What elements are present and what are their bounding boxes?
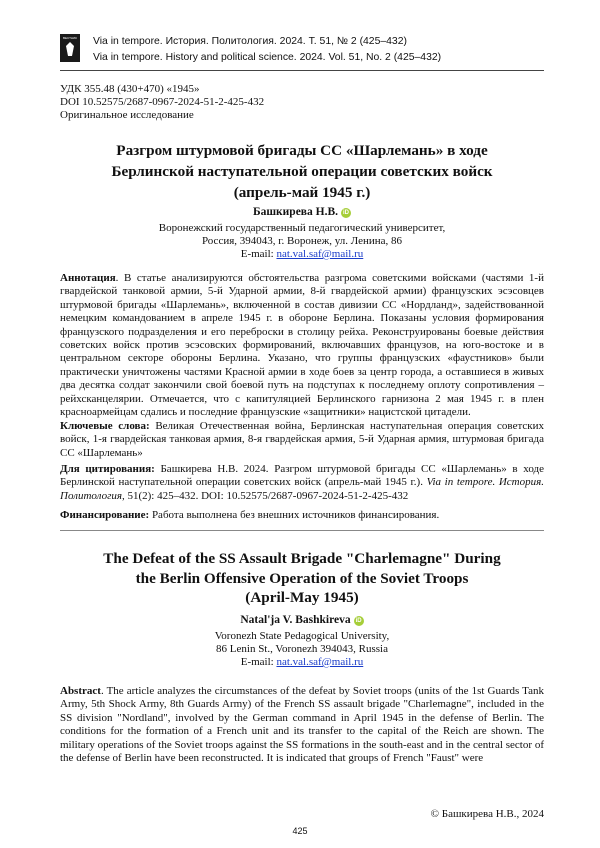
citation-ru: [60, 463, 544, 503]
affiliation-ru: [60, 222, 544, 261]
title-ru-line: Разгром штурмовой бригады СС «Шарлемань» в ходе: [116, 142, 488, 159]
funding-ru: [60, 509, 544, 522]
doi: DOI 10.52575/2687-0967-2024-51-2-425-432: [60, 96, 265, 108]
page-number: 425: [292, 826, 308, 836]
keywords-text-ru: Великая Отечественная война, Берлинская наступательная операция советских войск, 1-я гвардейская танковая армия, 8-я гвардейская армия, 5-й Ударная армия, штурмовая бригада СС «Шарлемань»: [60, 420, 545, 459]
author-name-en: Natal'ja V. Bashkireva: [240, 614, 351, 626]
title-en-line: The Defeat of the SS Assault Brigade "Charlemagne" During: [103, 550, 501, 567]
abstract-en: [60, 685, 544, 765]
abstract-text-ru: . В статье анализируются обстоятельства разгрома советскими войсками (частями 1-й гвардейской танковой армии, 5-й Ударной армии, 8-й гвардейской армии) французских эсэсовцев штурмовой бригады «Шарлемань», включенной в состав дивизии СС «Нордланд», задействованной немецким командованием в апреле 1945 г. в обороне Берлина. Показаны условия формирования французского подразделения и его переброски в столицу рейха. Реконструированы боевые действия советских войск против эсэсовских формирований, включавших французов, на юго-востоке и в центральном секторе обороны Берлина. Указано, что группы французских «фаустников» были практически уничтожены частями Красной армии в ходе боев за центр города, а оставшиеся в живых два десятка солдат закончили свой боевой путь на подступах к последнему оплоту сопротивления – рейхсканцелярии. Отмечается, что с капитуляцией Берлинского гарнизона 2 мая 1945 г. в плен красноармейцам сдались и последние французские «защитники» нацистской цитадели.: [60, 272, 544, 419]
abstract-label-ru: Аннотация: [60, 272, 116, 284]
keywords-ru: [60, 420, 544, 460]
journal-citation-lines: [93, 34, 441, 66]
section-divider: [60, 530, 544, 531]
affiliation-ru-line: Воронежский государственный педагогический университет,: [158, 222, 446, 234]
citation-label: Для цитирования:: [60, 463, 155, 475]
title-en: [60, 549, 544, 608]
abstract-label-en: Abstract: [60, 685, 101, 697]
journal-header: [60, 34, 550, 66]
affiliation-en-line: Voronezh State Pedagogical University,: [214, 630, 390, 642]
citation-text: Башкирева Н.В. 2024. Разгром штурмовой бригады СС «Шарлемань» в ходе Берлинской наступательной операции советских войск (апрель-май 1945 г.).: [60, 463, 545, 489]
title-ru-line: (апрель-май 1945 г.): [233, 184, 371, 201]
abstract-text-en: . The article analyzes the circumstances of the defeat by Soviet troops (units of the 1st Guards Tank Army, 5th Shock Army, 8th Guards Army) of the French SS assault brigade "Charlemagne", included in the SS division "Nordland", involved by the German command in April 1945 in the defense of Berlin. The conditions for the formation of a French unit and its transfer to the capital of the Reich are shown. The military operations of the Soviet troops against the SS formations in the south-east and in the central sector of the defense of Berlin have been reconstructed. It is indicated that groups of French "Faust" were: [60, 685, 544, 765]
article-meta: [60, 83, 264, 122]
journal-line-en: Via in tempore. History and political science. 2024. Vol. 51, No. 2 (425–432): [93, 52, 442, 63]
journal-emblem-icon: [65, 42, 75, 56]
title-en-line: (April-May 1945): [245, 589, 359, 606]
email-en: [60, 656, 544, 669]
copyright: © Башкирева Н.В., 2024: [430, 808, 544, 820]
citation-journal: Via in tempore. История. Политология,: [60, 476, 544, 502]
email-label: E-mail:: [240, 248, 277, 260]
email-label: E-mail:: [240, 656, 277, 668]
udk-code: УДК 355.48 (430+470) «1945»: [60, 83, 200, 95]
journal-logo-text: ВЕСТНИК: [63, 36, 77, 40]
orcid-icon[interactable]: iD: [343, 210, 349, 216]
citation-rest: 51(2): 425–432. DOI: 10.52575/2687-0967-2024-51-2-425-432: [124, 489, 409, 502]
funding-label: Финансирование:: [60, 509, 150, 521]
journal-line-ru: Via in tempore. История. Политология. 2024. Т. 51, № 2 (425–432): [93, 36, 407, 47]
header-divider: [60, 70, 544, 71]
abstract-ru: [60, 272, 544, 419]
funding-text: Работа выполнена без внешних источников финансирования.: [149, 509, 440, 521]
author-ru: [60, 206, 544, 218]
author-en: [60, 614, 544, 626]
orcid-icon[interactable]: iD: [355, 618, 362, 624]
article-type: Оригинальное исследование: [60, 109, 194, 121]
email-link[interactable]: nat.val.saf@mail.ru: [276, 656, 364, 668]
affiliation-ru-line: Россия, 394043, г. Воронеж, ул. Ленина, 86: [201, 235, 403, 247]
author-name-ru: Башкирева Н.В.: [252, 206, 338, 218]
keywords-label-ru: Ключевые слова:: [60, 420, 150, 432]
title-ru-line: Берлинской наступательной операции советских войск: [111, 163, 493, 180]
affiliation-en-line: 86 Lenin St., Voronezh 394043, Russia: [216, 643, 388, 655]
email-link[interactable]: nat.val.saf@mail.ru: [276, 248, 364, 260]
title-en-line: the Berlin Offensive Operation of the Soviet Troops: [135, 569, 469, 587]
title-ru: [60, 140, 544, 203]
email-ru: [60, 248, 544, 261]
affiliation-en: [60, 630, 544, 669]
journal-logo: [60, 34, 80, 62]
